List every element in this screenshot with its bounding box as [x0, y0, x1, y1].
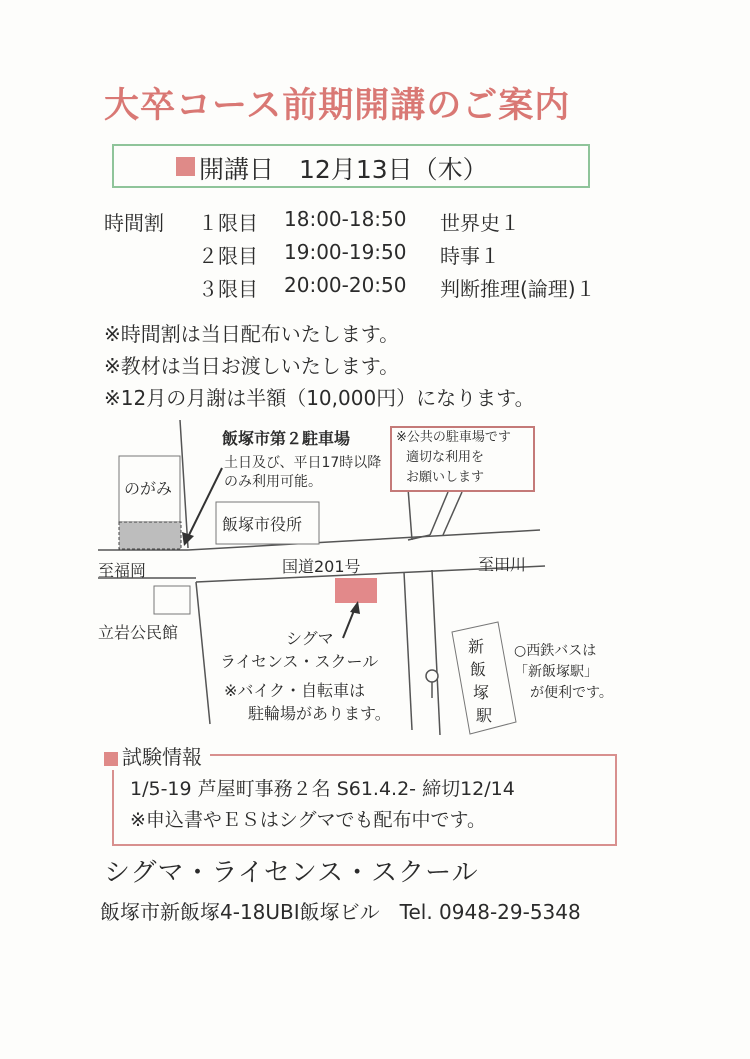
- timetable-subject-1: 世界史１: [440, 211, 520, 235]
- footer-address: 飯塚市新飯塚4-18UBI飯塚ビル: [100, 900, 380, 924]
- notice-line-1: ※公共の駐車場です: [396, 430, 511, 445]
- page-title: 大卒コース前期開講のご案内: [104, 86, 571, 126]
- footer-tel: Tel. 0948-29-5348: [399, 900, 581, 924]
- timetable-heading: 時間割: [104, 211, 164, 235]
- school-marker: [335, 578, 377, 603]
- route-label: 国道201号: [282, 557, 361, 576]
- note-2: ※教材は当日お渡しいたします。: [104, 354, 400, 378]
- to-fukuoka-label: 至福岡: [98, 561, 147, 580]
- timetable-period-1: １限目: [198, 211, 258, 235]
- exam-heading: [104, 741, 210, 770]
- timetable-time-1: 18:00-18:50: [284, 207, 407, 231]
- timetable-time-2: 19:00-19:50: [284, 240, 407, 264]
- parking-lot-marker: [119, 522, 181, 549]
- footer-school-name: シグマ・ライセンス・スクール: [104, 858, 479, 888]
- station-label-3: 塚: [473, 683, 490, 702]
- opening-label: 開講日: [199, 155, 275, 184]
- map-road-line: [180, 420, 188, 548]
- exam-heading-text: 試験情報: [122, 745, 202, 769]
- bus-note-2: 「新飯塚駅」: [514, 664, 598, 680]
- bike-note-1: ※バイク・自転車は: [224, 681, 366, 700]
- timetable-period-3: ３限目: [198, 277, 258, 301]
- map-road-line: [432, 570, 440, 735]
- notice-line-3: お願いします: [406, 470, 485, 485]
- station-label-4: 駅: [476, 706, 493, 725]
- community-hall-label: 立岩公民館: [98, 623, 179, 642]
- station-label-2: 飯: [470, 660, 487, 679]
- bus-note-1: ○西鉄バスは: [514, 643, 597, 659]
- bus-note-3: が便利です。: [530, 685, 613, 701]
- community-hall-building: [154, 586, 190, 614]
- timetable-period-2: ２限目: [198, 244, 258, 268]
- parking-note-2: のみ利用可能。: [224, 474, 322, 490]
- station-label-1: 新: [468, 637, 485, 656]
- note-1: ※時間割は当日配布いたします。: [104, 322, 400, 346]
- map-road-line: [404, 572, 412, 730]
- map-road-line: [196, 582, 210, 724]
- timetable-subject-3: 判断推理(論理)１: [440, 277, 596, 301]
- footer-address-line: [100, 896, 581, 925]
- school-label-1: シグマ: [286, 629, 334, 648]
- city-hall-label: 飯塚市役所: [222, 515, 303, 534]
- timetable-time-3: 20:00-20:50: [284, 273, 407, 297]
- timetable-subject-2: 時事１: [440, 244, 500, 268]
- parking-note-1: 土日及び、平日17時以降: [224, 455, 382, 471]
- parking-notice-box: [390, 426, 535, 492]
- exam-line-2: ※申込書やＥＳはシグマでも配布中です。: [130, 809, 487, 831]
- nogami-label: のがみ: [124, 479, 173, 498]
- map-road-line: [408, 488, 412, 540]
- school-label-2: ライセンス・スクール: [220, 652, 379, 671]
- square-bullet-icon: [104, 752, 118, 766]
- bus-stop-icon: [426, 670, 438, 682]
- notice-line-2: 適切な利用を: [406, 450, 485, 465]
- to-tagawa-label: 至田川: [478, 555, 527, 574]
- note-3: ※12月の月謝は半額（10,000円）になります。: [104, 386, 535, 410]
- parking-title: 飯塚市第２駐車場: [222, 429, 351, 448]
- bike-note-2: 駐輪場があります。: [248, 704, 391, 723]
- exam-line-1: 1/5-19 芦屋町事務２名 S61.4.2- 締切12/14: [130, 778, 515, 800]
- opening-date: 12月13日（木）: [299, 155, 488, 184]
